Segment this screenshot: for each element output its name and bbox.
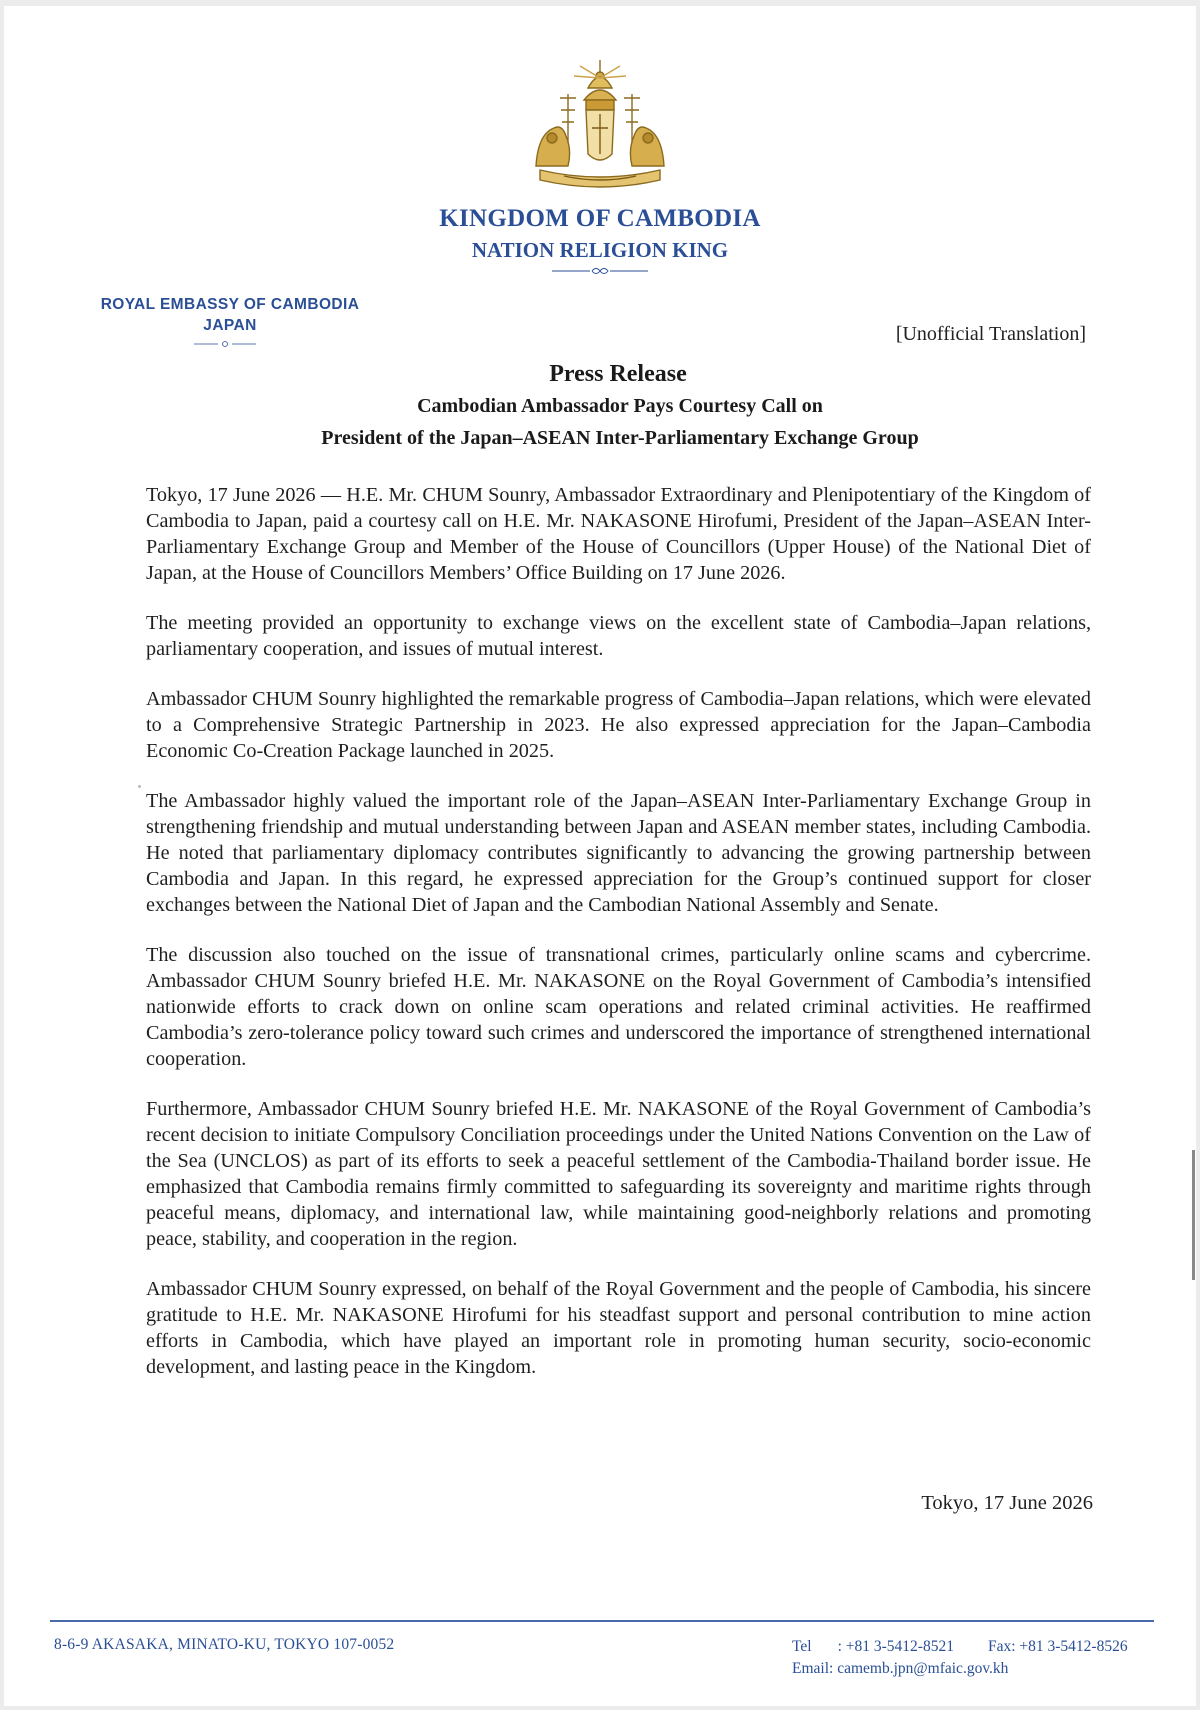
paragraph-6: Furthermore, Ambassador CHUM Sounry briefed H.E. Mr. NAKASONE of the Royal Government of Cambodia’s recent decision to initiate Compulsory Conciliation proceedings under the United Nations Convention on the Law of the Sea (UNCLOS) as part of its efforts to seek a peaceful settlement of the Cambodia-Thailand border issue. He emphasized that Cambodia remains firmly committed to safeguarding its sovereignty and maritime rights through peaceful means, diplomacy, and international law, while maintaining good-neighborly relations and promoting peace, stability, and cooperation in the region. <box>146 1098 1091 1250</box>
release-body <box>146 482 1091 1404</box>
fax-value: Fax: +81 3-5412-8526 <box>987 1638 1128 1655</box>
kingdom-heading: KINGDOM OF CAMBODIA <box>439 205 761 232</box>
embassy-line-2: JAPAN <box>203 317 257 334</box>
embassy-line-1: ROYAL EMBASSY OF CAMBODIA <box>100 296 360 313</box>
motto-heading: NATION RELIGION KING <box>471 238 729 262</box>
release-subtitle-1: Cambodian Ambassador Pays Courtesy Call on <box>417 395 823 417</box>
footer-address: 8-6-9 AKASAKA, MINATO-KU, TOKYO 107-0052 <box>54 1636 395 1653</box>
paragraph-3: Ambassador CHUM Sounry highlighted the remarkable progress of Cambodia–Japan relations, which were elevated to a Comprehensive Strategic Partnership in 2023. He also expressed appreciation for the Japan–Cambodia Economic Co-Creation Package launched in 2025. <box>146 688 1091 762</box>
paragraph-5: The discussion also touched on the issue of transnational crimes, particularly online scams and cybercrime. Ambassador CHUM Sounry briefed H.E. Mr. NAKASONE on the Royal Government of Cambodia’s intensified nationwide efforts to crack down on online scam operations and related criminal activities. He reaffirmed Cambodia’s zero-tolerance policy toward such crimes and underscored the importance of strengthened international cooperation. <box>146 944 1091 1070</box>
small-ornament-icon <box>194 340 256 348</box>
paragraph-4: The Ambassador highly valued the important role of the Japan–ASEAN Inter-Parliamentary Exchange Group in strengthening friendship and mutual understanding between Japan and ASEAN member states, including Cambodia. He noted that parliamentary diplomacy contributes significantly to advancing the growing partnership between Cambodia and Japan. In this regard, he expressed appreciation for the Group’s continued support for closer exchanges between the National Diet of Japan and the Cambodian National Assembly and Senate. <box>146 790 1091 916</box>
translation-note: [Unofficial Translation] <box>895 323 1086 345</box>
paragraph-7: Ambassador CHUM Sounry expressed, on behalf of the Royal Government and the people of Cambodia, his sincere gratitude to H.E. Mr. NAKASONE Hirofumi for his steadfast support and personal contribution to mine action efforts in Cambodia, which have played an important role in promoting human security, socio-economic development, and lasting peace in the Kingdom. <box>146 1278 1091 1378</box>
release-subtitle-2: President of the Japan–ASEAN Inter-Parliamentary Exchange Group <box>321 427 919 449</box>
footer-contact <box>792 1636 1128 1680</box>
royal-coat-of-arms-icon <box>528 58 672 192</box>
scan-speck <box>138 785 141 788</box>
closing-place-date: Tokyo, 17 June 2026 <box>921 1492 1093 1514</box>
embassy-name <box>80 294 380 336</box>
paragraph-2: The meeting provided an opportunity to exchange views on the excellent state of Cambodia–Japan relations, parliamentary cooperation, and issues of mutual interest. <box>146 612 1091 660</box>
press-release-label: Press Release <box>549 361 687 387</box>
tel-label: Tel <box>792 1638 812 1655</box>
tel-value: : +81 3-5412-8521 <box>837 1638 954 1655</box>
scan-margin-mark <box>1192 1150 1195 1280</box>
email-value: Email: camemb.jpn@mfaic.gov.kh <box>792 1660 1009 1677</box>
paragraph-1: Tokyo, 17 June 2026 — H.E. Mr. CHUM Sounry, Ambassador Extraordinary and Plenipotentiary of the Kingdom of Cambodia to Japan, paid a courtesy call on H.E. Mr. NAKASONE Hirofumi, President of the Japan–ASEAN Inter-Parliamentary Exchange Group and Member of the House of Councillors (Upper House) of the National Diet of Japan, at the House of Councillors Members’ Office Building on 17 June 2026. <box>146 484 1091 584</box>
ornament-divider-icon <box>550 266 650 276</box>
footer-divider <box>50 1620 1154 1622</box>
